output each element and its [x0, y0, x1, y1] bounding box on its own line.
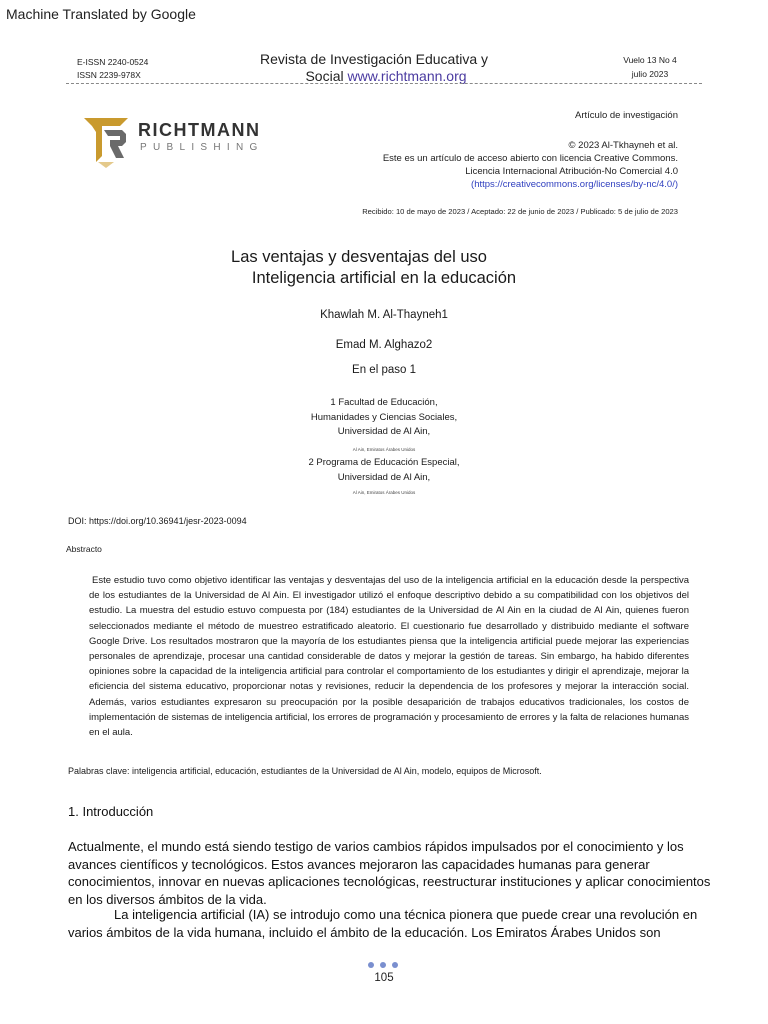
- aff1-line3: Universidad de Al Ain,: [337, 426, 431, 437]
- keywords: Palabras clave: inteligencia artificial, educación, estudiantes de la Universidad de Al Ain, modelo, equipos de Microsoft.: [68, 766, 542, 776]
- page-dots: [368, 962, 398, 968]
- journal-title-line2-prefix: Social: [305, 68, 348, 84]
- intro-paragraph-2: La inteligencia artificial (IA) se introdujo como una técnica pionera que puede crear una revolución en varios ámbitos de la vida humana, incluido el ámbito de la educación. Los Emiratos Árabes Unidos son: [68, 907, 698, 940]
- volume-info: [600, 53, 700, 81]
- dot-icon: [368, 962, 374, 968]
- doi: DOI: https://doi.org/10.36941/jesr-2023-0094: [68, 516, 247, 526]
- abstract-body: Este estudio tuvo como objetivo identificar las ventajas y desventajas del uso de la inteligencia artificial en la educación desde la perspectiva de los estudiantes de la Universidad de Al Ain. El investigador utilizó el enfoque descriptivo debido a su compatibilidad con los objetivos del estudio. La muestra del estudio estuvo compuesta por (184) estudiantes de la Universidad de Al Ain en la ciudad de Al Ain, quienes fueron seleccionados mediante el método de muestreo estratificado aleatorio. El cuestionario fue desarrollado y distribuido mediante el software Google Drive. Los resultados mostraron que la mayoría de los estudiantes piensa que la inteligencia artificial puede mejorar las experiencias personales de aprendizaje, procesar una cantidad considerable de datos y mejorar la gestión de tareas. Sin embargo, ha habido diferentes opiniones sobre la capacidad de la inteligencia artificial para controlar el comportamiento de los estudiantes y dirigir el aprendizaje, mejorar la eficiencia del sistema educativo, proporcionar notas y revisiones, reducir la dependencia de los profesores y mejorar la interacción social. Además, varios estudiantes expresaron su preocupación por la posible desaparición de trabajos educativos tradicionales, los costos de implementación de sistemas de inteligencia artificial, los errores de programación y procesamiento de errores y la falta de relaciones humanas en el aula.: [89, 575, 689, 739]
- title-line2: Inteligencia artificial en la educación: [251, 269, 517, 287]
- journal-title: [200, 51, 548, 85]
- author-2: Emad M. Alghazo2: [335, 339, 433, 351]
- license-block: [383, 139, 678, 191]
- license-line1: Este es un artículo de acceso abierto con licencia Creative Commons.: [382, 153, 678, 164]
- aff1-line2: Humanidades y Ciencias Sociales,: [310, 411, 458, 423]
- article-title: [0, 247, 768, 289]
- license-line2: Licencia Internacional Atribución-No Comercial 4.0: [465, 166, 678, 177]
- richtmann-logo-mark-icon: [80, 112, 132, 168]
- eissn: E-ISSN 2240-0524: [77, 57, 149, 67]
- machine-translation-banner: Machine Translated by Google: [6, 6, 196, 22]
- volume: Vuelo 13 No 4: [623, 55, 677, 65]
- journal-title-line1: Revista de Investigación Educativa y: [259, 51, 488, 67]
- aff2-line2: Universidad de Al Ain,: [337, 471, 431, 483]
- copyright: © 2023 Al-Tkhayneh et al.: [568, 140, 678, 151]
- affiliation-1: [0, 396, 768, 440]
- author-1: Khawlah M. Al-Thayneh1: [320, 309, 448, 321]
- publication-dates: Recibido: 10 de mayo de 2023 / Aceptado: 22 de junio de 2023 / Publicado: 5 de julio de 2023: [362, 207, 678, 216]
- title-line1: Las ventajas y desventajas del uso: [231, 248, 487, 266]
- dot-icon: [380, 962, 386, 968]
- issue-date: julio 2023: [631, 69, 669, 79]
- aff1-place: Al Ain, Emiratos Árabes Unidos: [352, 447, 416, 452]
- abstract-text: [89, 573, 689, 740]
- article-type: Artículo de investigación: [575, 110, 678, 121]
- section-heading: 1. Introducción: [68, 804, 154, 819]
- publisher-logo: [80, 112, 270, 168]
- author-3: En el paso 1: [352, 364, 416, 376]
- aff2-place: Al Ain, Emiratos Árabes Unidos: [352, 490, 416, 495]
- logo-name-top: RICHTMANN: [138, 120, 261, 140]
- page-number: 105: [374, 972, 394, 984]
- aff1-line1: 1 Facultad de Educación,: [330, 397, 438, 408]
- logo-name-bottom: PUBLISHING: [140, 142, 264, 153]
- abstract-heading: Abstracto: [66, 544, 102, 554]
- issn: ISSN 2239-978X: [77, 70, 141, 80]
- intro-paragraph-1: Actualmente, el mundo está siendo testigo de varios cambios rápidos impulsados por el conocimiento y los avances científicos y tecnológicos. Estos avances mejoraron las capacidades humanas para generar conocimientos, innovar en nuevas aplicaciones tecnológicas, reestructurar instituciones y aplicar conocimientos en los diversos ámbitos de la vida.: [68, 839, 711, 907]
- journal-url-link[interactable]: www.richtmann.org: [347, 68, 467, 84]
- dot-icon: [392, 962, 398, 968]
- license-link[interactable]: (https://creativecommons.org/licenses/by-nc/4.0/): [471, 179, 678, 190]
- aff2-line1: 2 Programa de Educación Especial,: [308, 457, 460, 468]
- header-divider: [66, 83, 702, 84]
- affiliation-2: [0, 456, 768, 485]
